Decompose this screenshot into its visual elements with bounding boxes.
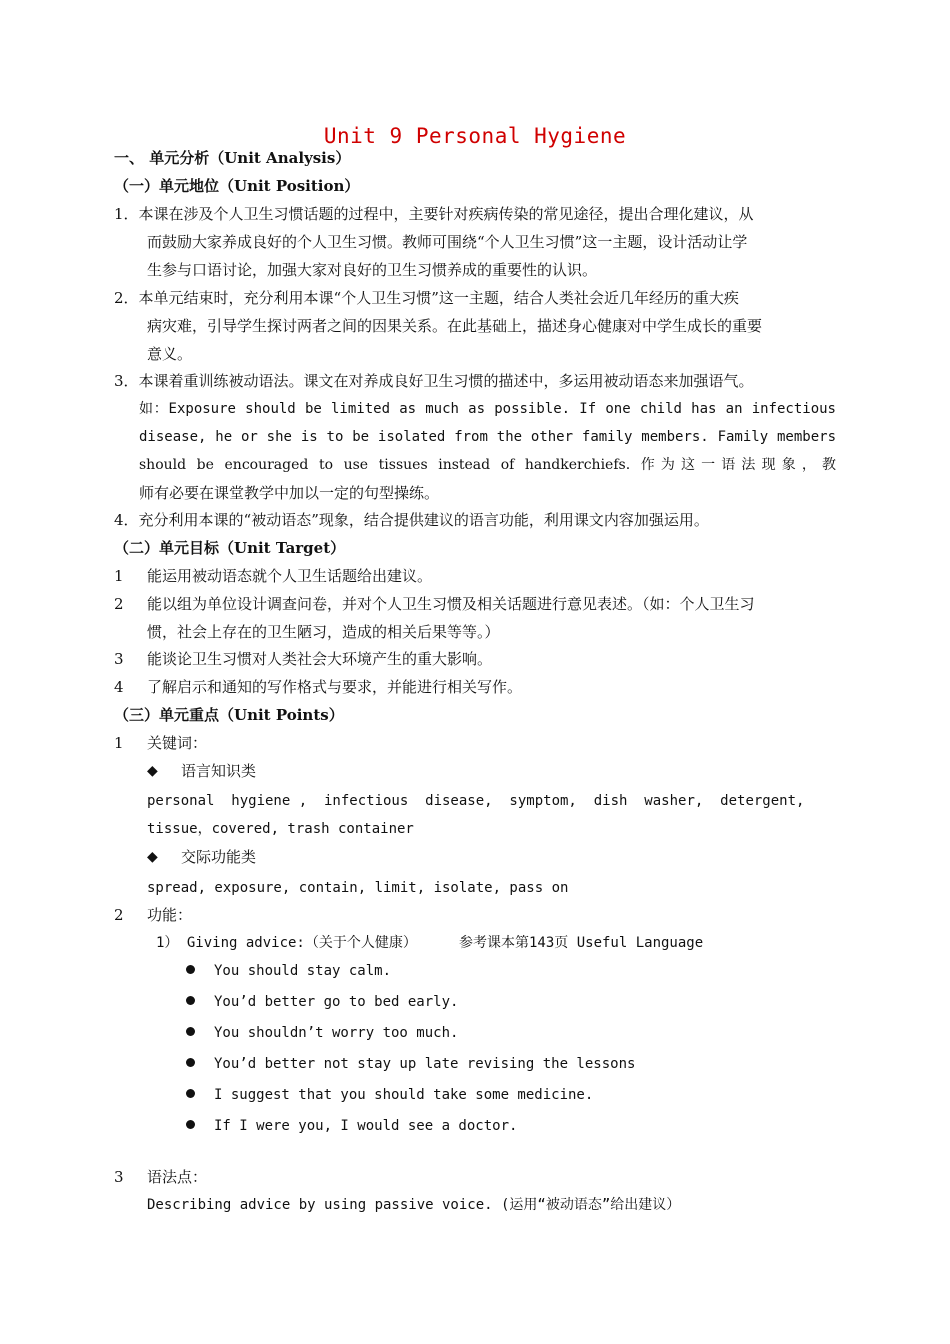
- lang-words-line-1: personal hygiene , infectious disease, symptom, dish washer, detergent,: [147, 793, 805, 809]
- target-num-3: 3: [114, 650, 124, 668]
- advice-item-1: You should stay calm.: [214, 963, 392, 979]
- section-heading-analysis: 一、 单元分析（Unit Analysis）: [114, 149, 351, 167]
- bullet-dot-icon: [186, 1027, 195, 1036]
- target-item-2-line-1: 能以组为单位设计调查问卷，并对个人卫生习惯及相关话题进行意见表述。（如：个人卫生习: [147, 595, 755, 613]
- position-item-3-line-2: 如：Exposure should be limited as much as possible. If one child has an infectious: [139, 401, 836, 417]
- heading-unit-position: （一）单元地位（Unit Position）: [114, 177, 360, 195]
- page-title: Unit 9 Personal Hygiene: [323, 124, 627, 148]
- heading-unit-target: （二）单元目标（Unit Target）: [114, 539, 346, 557]
- comm-function-label: 交际功能类: [181, 848, 257, 866]
- points-function-label: 功能：: [147, 906, 193, 924]
- bullet-dot-icon: [186, 1120, 195, 1129]
- advice-item-3: You shouldn’t worry too much.: [214, 1025, 459, 1041]
- bullet-dot-icon: [186, 996, 195, 1005]
- lang-knowledge-label: 语言知识类: [181, 762, 257, 780]
- bullet-dot-icon: [186, 965, 195, 974]
- advice-item-5: I suggest that you should take some medicine.: [214, 1087, 594, 1103]
- target-num-1: 1: [114, 567, 124, 585]
- target-num-4: 4: [114, 678, 124, 696]
- position-item-4: 4．充分利用本课的“被动语态”现象，结合提供建议的语言功能，利用课文内容加强运用。: [114, 511, 709, 529]
- bullet-dot-icon: [186, 1089, 195, 1098]
- comm-words: spread, exposure, contain, limit, isolate, pass on: [147, 880, 569, 896]
- points-num-3: 3: [114, 1168, 124, 1186]
- position-item-1-line-3: 生参与口语讨论，加强大家对良好的卫生习惯养成的重要性的认识。: [147, 261, 598, 279]
- target-item-4: 了解启示和通知的写作格式与要求，并能进行相关写作。: [147, 678, 523, 696]
- advice-item-6: If I were you, I would see a doctor.: [214, 1118, 518, 1134]
- target-item-2-line-2: 惯，社会上存在的卫生陋习，造成的相关后果等等。）: [147, 623, 500, 641]
- advice-item-2: You’d better go to bed early.: [214, 994, 459, 1010]
- heading-unit-points: （三）单元重点（Unit Points）: [114, 706, 344, 724]
- position-item-3-line-5: 师有必要在课堂教学中加以一定的句型操练。: [139, 484, 440, 502]
- target-num-2: 2: [114, 595, 124, 613]
- position-item-3-line-1: 3．本课着重训练被动语法。课文在对养成良好卫生习惯的描述中，多运用被动语态来加强语气。: [114, 372, 754, 390]
- target-item-1: 能运用被动语态就个人卫生话题给出建议。: [147, 567, 433, 585]
- target-item-3: 能谈论卫生习惯对人类社会大环境产生的重大影响。: [147, 650, 493, 668]
- position-item-1-line-2: 而鼓励大家养成良好的个人卫生习惯。教师可围绕“个人卫生习惯”这一主题，设计活动让学: [147, 233, 748, 251]
- points-num-1: 1: [114, 734, 124, 752]
- bullet-dot-icon: [186, 1058, 195, 1067]
- diamond-bullet-icon: ◆: [147, 763, 158, 779]
- advice-item-4: You’d better not stay up late revising the lessons: [214, 1056, 636, 1072]
- position-item-1-line-1: 1．本课在涉及个人卫生习惯话题的过程中，主要针对疾病传染的常见途径，提出合理化建议，从: [114, 205, 754, 223]
- position-item-2-line-3: 意义。: [147, 345, 193, 363]
- position-item-3-line-3: disease, he or she is to be isolated from the other family members. Family members: [139, 429, 836, 445]
- points-keywords-label: 关键词：: [147, 734, 208, 752]
- points-grammar-label: 语法点：: [147, 1168, 208, 1186]
- position-item-2-line-1: 2．本单元结束时，充分利用本课“个人卫生习惯”这一主题，结合人类社会近几年经历的重大疾: [114, 289, 739, 307]
- position-item-2-line-2: 病灾难，引导学生探讨两者之间的因果关系。在此基础上，描述身心健康对中学生成长的重要: [147, 317, 763, 335]
- diamond-bullet-icon: ◆: [147, 849, 158, 865]
- points-num-2: 2: [114, 906, 124, 924]
- advice-title: 1） Giving advice:（关于个人健康） 参考课本第143页 Useful Language: [156, 935, 704, 951]
- position-item-3-line-4: should be encouraged to use tissues instead of handkerchiefs. 作为这一语法现象，教: [139, 457, 836, 473]
- lang-words-line-2: tissue，covered, trash container: [147, 821, 414, 837]
- grammar-description: Describing advice by using passive voice. (运用“被动语态”给出建议）: [147, 1197, 681, 1213]
